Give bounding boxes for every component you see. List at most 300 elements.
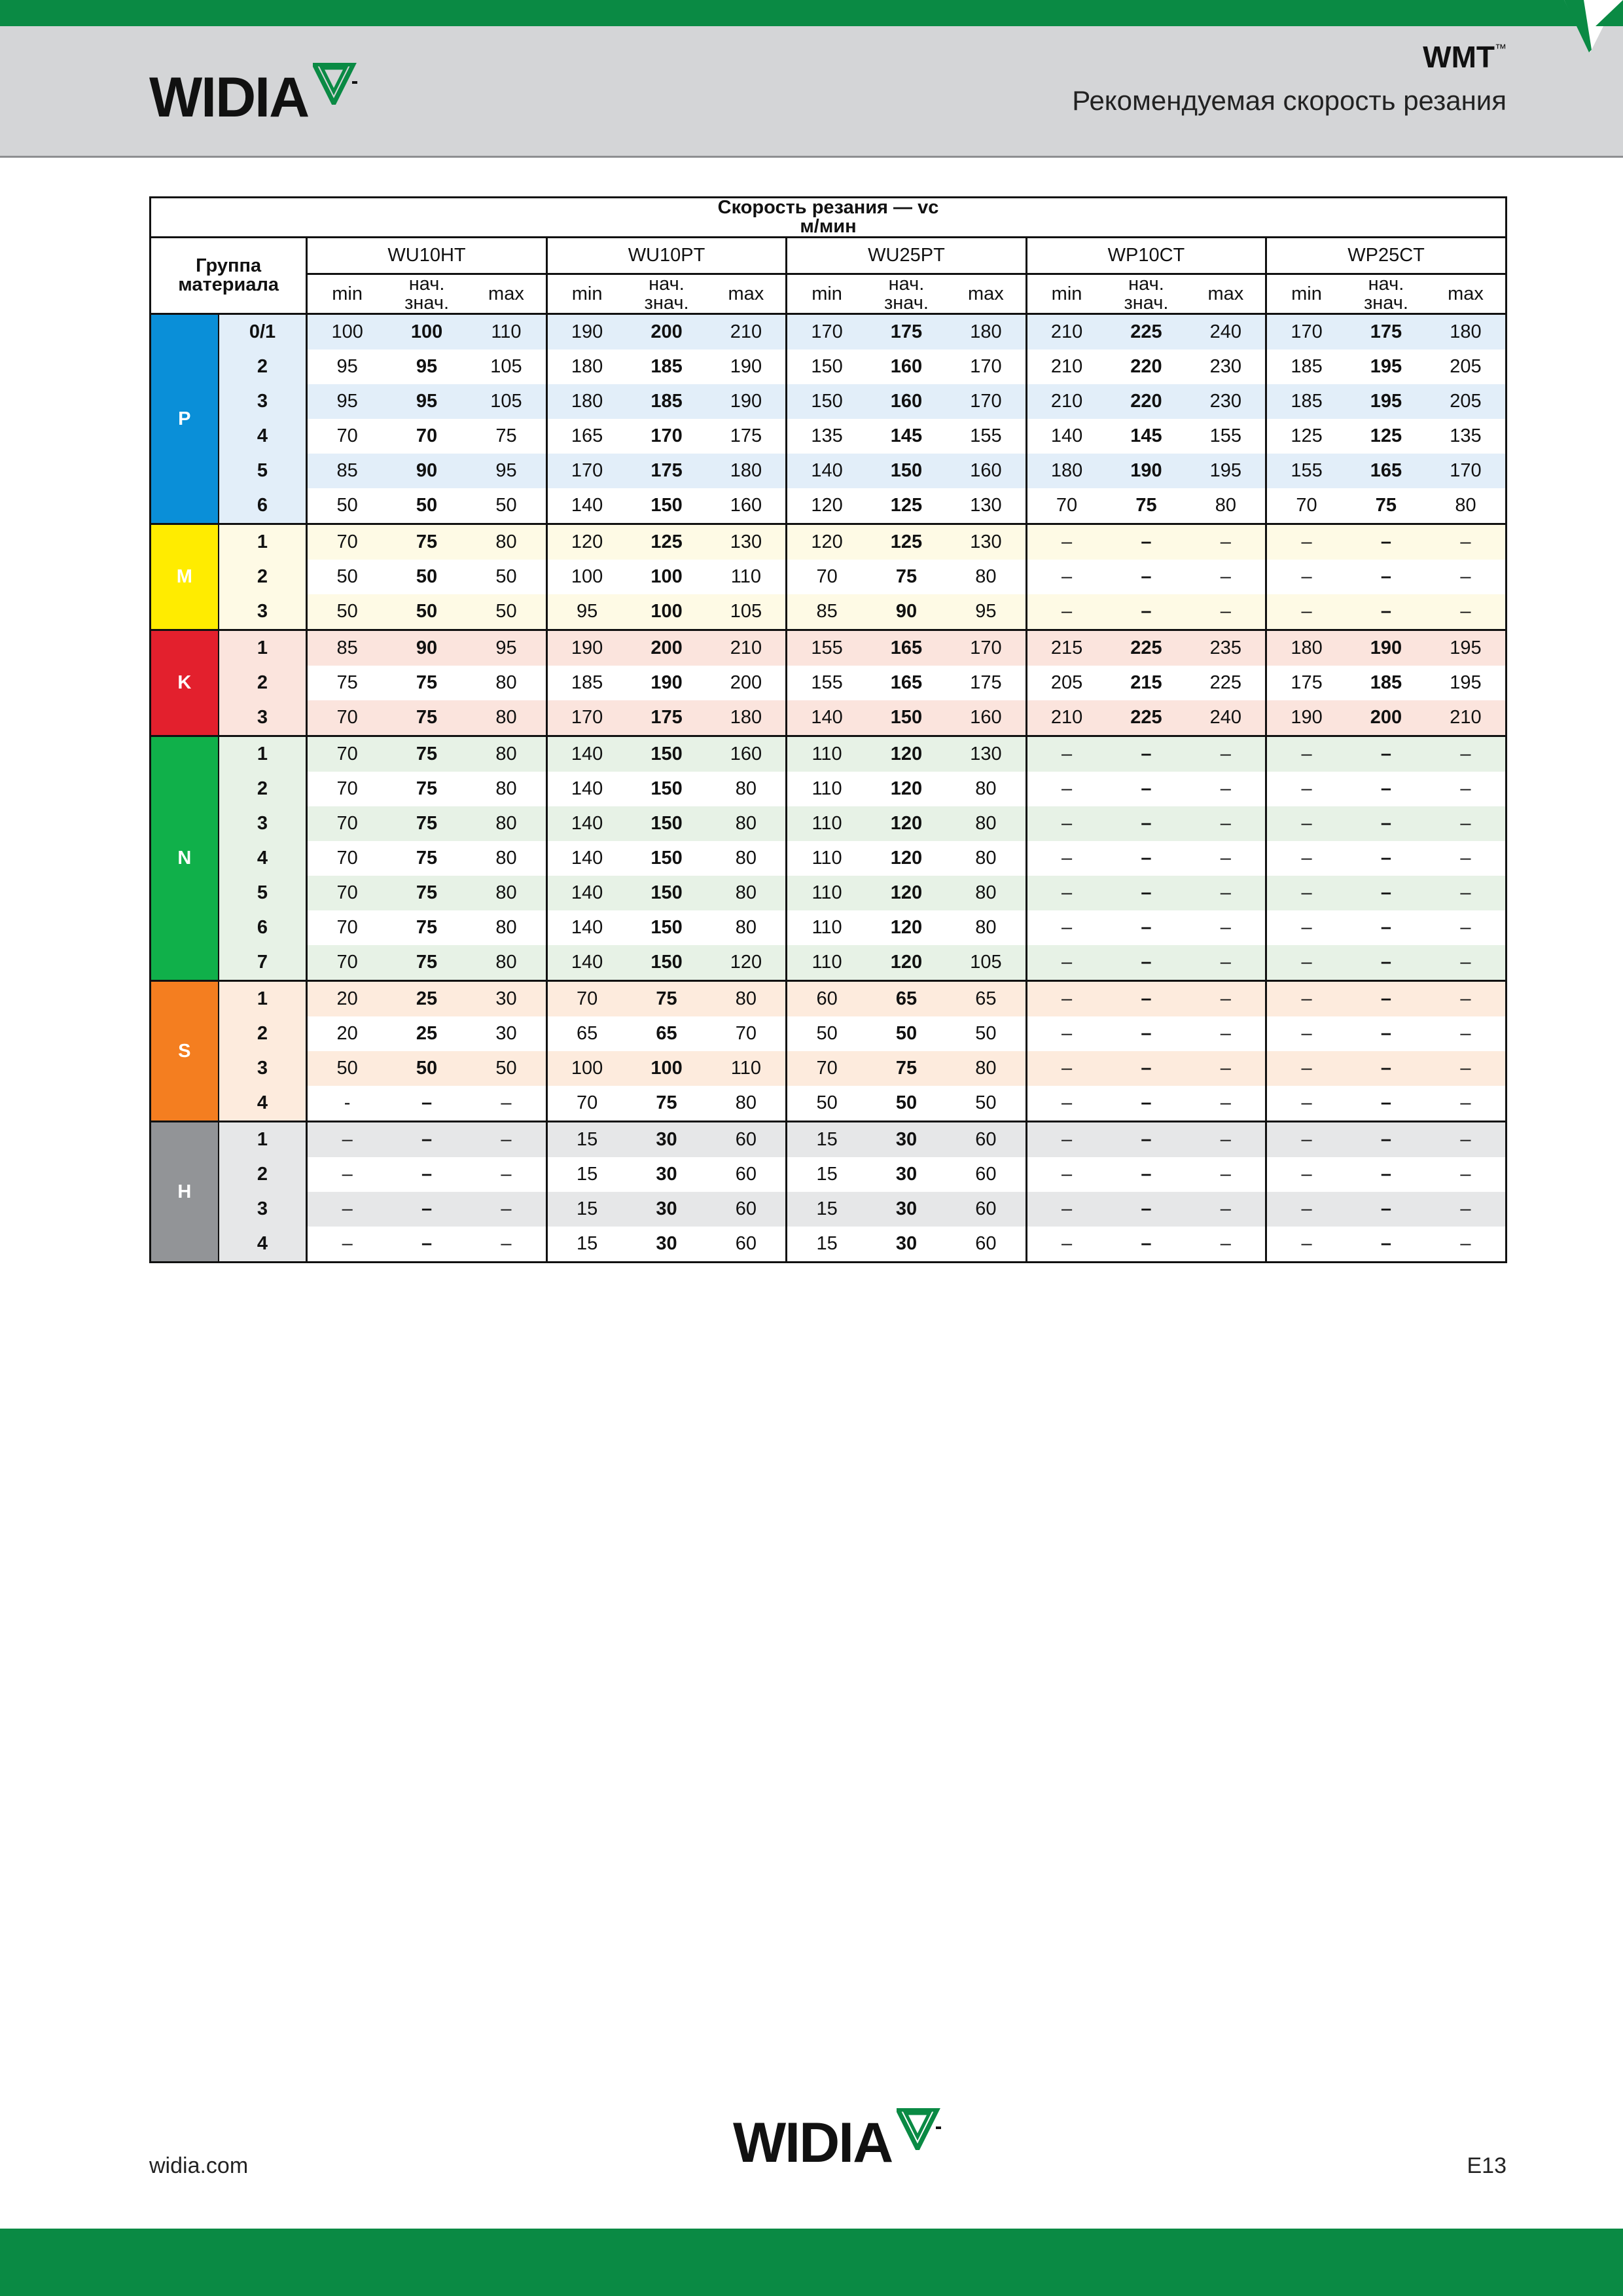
speed-min-cell: –	[1026, 524, 1106, 560]
speed-max-cell: 180	[1426, 314, 1507, 350]
start-value-header: нач. знач.	[626, 274, 706, 314]
speed-max-cell: –	[1186, 910, 1266, 945]
speed-min-cell: –	[1026, 1157, 1106, 1192]
speed-max-cell: 80	[707, 1086, 787, 1122]
speed-max-cell: 50	[946, 1016, 1026, 1051]
speed-start-cell: –	[387, 1157, 467, 1192]
speed-min-cell: 100	[546, 1051, 626, 1086]
speed-start-cell: 120	[866, 806, 946, 841]
start-value-header: нач. знач.	[866, 274, 946, 314]
speed-start-cell: –	[1346, 1192, 1426, 1227]
speed-min-cell: –	[1026, 1016, 1106, 1051]
speed-min-cell: 15	[546, 1122, 626, 1158]
speed-min-cell: 140	[546, 945, 626, 981]
bottom-brand-bar	[0, 2229, 1623, 2296]
speed-max-cell: 50	[946, 1086, 1026, 1122]
speed-max-cell: –	[467, 1122, 546, 1158]
speed-max-cell: 160	[946, 454, 1026, 488]
material-subgroup: 4	[219, 841, 307, 876]
speed-max-cell: 65	[946, 981, 1026, 1017]
speed-start-cell: 50	[387, 488, 467, 524]
speed-max-cell: 155	[1186, 419, 1266, 454]
speed-min-cell: 120	[787, 488, 866, 524]
page-number: E13	[1467, 2153, 1507, 2178]
speed-max-cell: 105	[946, 945, 1026, 981]
speed-max-cell: –	[1426, 841, 1507, 876]
speed-max-cell: 80	[946, 841, 1026, 876]
speed-max-cell: –	[1426, 1157, 1507, 1192]
speed-max-cell: 110	[707, 1051, 787, 1086]
speed-max-cell: 130	[946, 488, 1026, 524]
speed-min-cell: 110	[787, 910, 866, 945]
speed-min-cell: 70	[787, 560, 866, 594]
speed-min-cell: 70	[307, 841, 387, 876]
speed-max-cell: –	[467, 1086, 546, 1122]
speed-start-cell: 225	[1106, 700, 1186, 736]
max-header: max	[1186, 274, 1266, 314]
table-row	[151, 981, 1507, 1017]
speed-min-cell: 210	[1026, 384, 1106, 419]
speed-min-cell: 65	[546, 1016, 626, 1051]
speed-min-cell: 140	[546, 488, 626, 524]
speed-max-cell: 80	[707, 841, 787, 876]
speed-max-cell: –	[1186, 1192, 1266, 1227]
speed-min-cell: 165	[546, 419, 626, 454]
material-subgroup: 5	[219, 876, 307, 910]
product-title: WMT™	[1423, 40, 1507, 74]
brand-logo-mark-icon	[313, 63, 359, 105]
table-row	[151, 910, 1507, 945]
speed-start-cell: 30	[626, 1192, 706, 1227]
material-subgroup: 2	[219, 1016, 307, 1051]
material-subgroup: 4	[219, 1086, 307, 1122]
speed-max-cell: –	[467, 1192, 546, 1227]
material-subgroup: 6	[219, 488, 307, 524]
speed-min-cell: 150	[787, 350, 866, 384]
speed-max-cell: 70	[707, 1016, 787, 1051]
table-row	[151, 841, 1507, 876]
speed-max-cell: 105	[467, 384, 546, 419]
speed-max-cell: –	[1186, 560, 1266, 594]
speed-min-cell: 70	[546, 1086, 626, 1122]
speed-start-cell: 150	[866, 700, 946, 736]
speed-start-cell: –	[1106, 560, 1186, 594]
speed-start-cell: 150	[626, 488, 706, 524]
speed-max-cell: –	[1186, 876, 1266, 910]
speed-min-cell: 140	[1026, 419, 1106, 454]
speed-min-cell: 70	[307, 524, 387, 560]
speed-min-cell: –	[1266, 1227, 1346, 1263]
speed-max-cell: 60	[946, 1227, 1026, 1263]
speed-min-cell: –	[1266, 1122, 1346, 1158]
speed-min-cell: –	[1026, 1192, 1106, 1227]
speed-max-cell: 160	[946, 700, 1026, 736]
speed-start-cell: 70	[387, 419, 467, 454]
start-value-header: нач. знач.	[387, 274, 467, 314]
speed-min-cell: –	[307, 1157, 387, 1192]
material-subgroup: 3	[219, 806, 307, 841]
min-header: min	[307, 274, 387, 314]
speed-max-cell: 95	[467, 454, 546, 488]
speed-max-cell: 205	[1426, 350, 1507, 384]
table-row	[151, 772, 1507, 806]
speed-min-cell: 140	[546, 876, 626, 910]
speed-start-cell: 50	[387, 1051, 467, 1086]
speed-min-cell: –	[1026, 736, 1106, 772]
speed-start-cell: 150	[866, 454, 946, 488]
table-row	[151, 666, 1507, 700]
speed-min-cell: –	[1266, 806, 1346, 841]
speed-max-cell: 60	[707, 1227, 787, 1263]
speed-start-cell: 65	[866, 981, 946, 1017]
material-subgroup: 2	[219, 1157, 307, 1192]
material-subgroup: 2	[219, 772, 307, 806]
speed-max-cell: 60	[707, 1192, 787, 1227]
speed-start-cell: 120	[866, 910, 946, 945]
speed-max-cell: –	[1426, 524, 1507, 560]
speed-max-cell: 130	[707, 524, 787, 560]
speed-max-cell: –	[1426, 1086, 1507, 1122]
speed-start-cell: –	[1346, 1051, 1426, 1086]
speed-start-cell: 150	[626, 806, 706, 841]
material-subgroup: 1	[219, 630, 307, 666]
speed-min-cell: 180	[546, 350, 626, 384]
speed-max-cell: 30	[467, 981, 546, 1017]
speed-start-cell: 30	[866, 1157, 946, 1192]
speed-max-cell: 80	[946, 1051, 1026, 1086]
speed-min-cell: 15	[787, 1122, 866, 1158]
speed-min-cell: 95	[307, 350, 387, 384]
speed-min-cell: 205	[1026, 666, 1106, 700]
speed-min-cell: 15	[546, 1157, 626, 1192]
speed-start-cell: 120	[866, 736, 946, 772]
speed-start-cell: 150	[626, 945, 706, 981]
speed-min-cell: –	[1026, 560, 1106, 594]
speed-min-cell: 140	[546, 910, 626, 945]
speed-min-cell: 210	[1026, 700, 1106, 736]
speed-min-cell: 60	[787, 981, 866, 1017]
speed-min-cell: 50	[787, 1086, 866, 1122]
speed-max-cell: 80	[946, 876, 1026, 910]
speed-max-cell: –	[1426, 1227, 1507, 1263]
speed-min-cell: 50	[307, 594, 387, 630]
speed-min-cell: 70	[1266, 488, 1346, 524]
table-row	[151, 736, 1507, 772]
speed-max-cell: 50	[467, 560, 546, 594]
speed-min-cell: 20	[307, 1016, 387, 1051]
grade-header: WP25CT	[1266, 238, 1507, 274]
speed-max-cell: –	[1426, 1122, 1507, 1158]
speed-start-cell: –	[1346, 1157, 1426, 1192]
min-header: min	[787, 274, 866, 314]
speed-min-cell: 140	[787, 700, 866, 736]
speed-max-cell: –	[1186, 841, 1266, 876]
speed-max-cell: –	[1186, 1122, 1266, 1158]
speed-start-cell: 95	[387, 350, 467, 384]
table-row	[151, 945, 1507, 981]
speed-start-cell: 185	[626, 384, 706, 419]
speed-max-cell: 80	[946, 772, 1026, 806]
speed-min-cell: –	[1266, 945, 1346, 981]
speed-min-cell: 170	[787, 314, 866, 350]
speed-start-cell: 190	[1346, 630, 1426, 666]
max-header: max	[1426, 274, 1507, 314]
speed-start-cell: 175	[626, 700, 706, 736]
speed-start-cell: –	[1106, 876, 1186, 910]
speed-min-cell: 70	[307, 700, 387, 736]
speed-start-cell: 150	[626, 772, 706, 806]
speed-max-cell: –	[1186, 806, 1266, 841]
speed-start-cell: –	[1106, 910, 1186, 945]
speed-start-cell: 200	[626, 630, 706, 666]
speed-min-cell: 140	[546, 841, 626, 876]
material-group-m: M	[151, 524, 219, 630]
speed-max-cell: 230	[1186, 350, 1266, 384]
speed-max-cell: 155	[946, 419, 1026, 454]
speed-max-cell: 175	[707, 419, 787, 454]
brand-logo	[149, 65, 359, 130]
speed-max-cell: 190	[707, 384, 787, 419]
start-value-header: нач. знач.	[1346, 274, 1426, 314]
speed-min-cell: 100	[546, 560, 626, 594]
speed-start-cell: –	[1346, 1086, 1426, 1122]
speed-start-cell: 150	[626, 736, 706, 772]
speed-min-cell: –	[1026, 945, 1106, 981]
speed-max-cell: 230	[1186, 384, 1266, 419]
speed-max-cell: –	[1426, 1016, 1507, 1051]
speed-max-cell: 195	[1186, 454, 1266, 488]
speed-max-cell: –	[1426, 594, 1507, 630]
table-row	[151, 419, 1507, 454]
speed-max-cell: 175	[946, 666, 1026, 700]
speed-min-cell: –	[1266, 594, 1346, 630]
speed-min-cell: 95	[307, 384, 387, 419]
speed-min-cell: 70	[1026, 488, 1106, 524]
table-row	[151, 454, 1507, 488]
material-subgroup: 2	[219, 666, 307, 700]
speed-min-cell: 70	[307, 876, 387, 910]
speed-min-cell: 210	[1026, 314, 1106, 350]
speed-start-cell: 90	[866, 594, 946, 630]
speed-min-cell: 110	[787, 841, 866, 876]
material-group-s: S	[151, 981, 219, 1122]
speed-start-cell: –	[1346, 806, 1426, 841]
speed-max-cell: –	[1426, 806, 1507, 841]
table-row	[151, 806, 1507, 841]
speed-min-cell: –	[307, 1122, 387, 1158]
speed-min-cell: 190	[546, 630, 626, 666]
material-subgroup: 6	[219, 910, 307, 945]
speed-start-cell: 75	[387, 841, 467, 876]
speed-start-cell: 75	[1106, 488, 1186, 524]
speed-max-cell: 80	[467, 806, 546, 841]
speed-start-cell: 30	[866, 1192, 946, 1227]
material-subgroup: 0/1	[219, 314, 307, 350]
speed-min-cell: 180	[1026, 454, 1106, 488]
speed-max-cell: 190	[707, 350, 787, 384]
speed-max-cell: –	[1186, 1157, 1266, 1192]
speed-min-cell: –	[1266, 1086, 1346, 1122]
grade-header: WU10HT	[307, 238, 546, 274]
speed-min-cell: –	[1026, 910, 1106, 945]
speed-min-cell: 215	[1026, 630, 1106, 666]
speed-max-cell: 95	[946, 594, 1026, 630]
speed-min-cell: –	[1026, 841, 1106, 876]
speed-min-cell: 190	[1266, 700, 1346, 736]
speed-start-cell: 170	[626, 419, 706, 454]
footer-website[interactable]: widia.com	[149, 2153, 249, 2178]
speed-max-cell: 210	[707, 314, 787, 350]
speed-min-cell: –	[1026, 806, 1106, 841]
material-subgroup: 2	[219, 560, 307, 594]
speed-start-cell: –	[387, 1122, 467, 1158]
speed-max-cell: 80	[467, 700, 546, 736]
speed-min-cell: 155	[787, 630, 866, 666]
speed-max-cell: 80	[707, 876, 787, 910]
speed-start-cell: 75	[387, 910, 467, 945]
start-value-header: нач. знач.	[1106, 274, 1186, 314]
speed-start-cell: –	[1106, 1051, 1186, 1086]
table-row	[151, 350, 1507, 384]
brand-logo-text: WIDIA	[149, 66, 309, 129]
speed-max-cell: 135	[1426, 419, 1507, 454]
speed-min-cell: 150	[787, 384, 866, 419]
speed-max-cell: 80	[707, 806, 787, 841]
speed-start-cell: 90	[387, 630, 467, 666]
speed-max-cell: –	[1426, 1051, 1507, 1086]
speed-min-cell: 170	[546, 700, 626, 736]
grade-header: WU10PT	[546, 238, 786, 274]
max-header: max	[707, 274, 787, 314]
speed-start-cell: 95	[387, 384, 467, 419]
material-group-n: N	[151, 736, 219, 981]
speed-min-cell: –	[1266, 1157, 1346, 1192]
speed-max-cell: 50	[467, 488, 546, 524]
speed-min-cell: –	[1026, 1086, 1106, 1122]
speed-max-cell: –	[1186, 594, 1266, 630]
speed-start-cell: –	[1106, 1192, 1186, 1227]
material-subgroup: 2	[219, 350, 307, 384]
speed-start-cell: 160	[866, 384, 946, 419]
cutting-speed-table	[149, 196, 1507, 1263]
speed-min-cell: 70	[546, 981, 626, 1017]
material-subgroup: 3	[219, 594, 307, 630]
speed-start-cell: –	[1106, 524, 1186, 560]
speed-min-cell: 95	[546, 594, 626, 630]
speed-min-cell: –	[1266, 1192, 1346, 1227]
speed-min-cell: –	[1266, 736, 1346, 772]
speed-max-cell: 170	[946, 384, 1026, 419]
speed-start-cell: 120	[866, 876, 946, 910]
speed-max-cell: –	[467, 1157, 546, 1192]
speed-start-cell: 160	[866, 350, 946, 384]
speed-start-cell: 175	[1346, 314, 1426, 350]
speed-start-cell: 75	[626, 981, 706, 1017]
speed-start-cell: 150	[626, 876, 706, 910]
table-row	[151, 1192, 1507, 1227]
speed-start-cell: 90	[387, 454, 467, 488]
speed-start-cell: 50	[866, 1086, 946, 1122]
speed-max-cell: 80	[467, 945, 546, 981]
speed-start-cell: 100	[626, 1051, 706, 1086]
speed-max-cell: 80	[467, 841, 546, 876]
speed-start-cell: –	[1346, 876, 1426, 910]
speed-start-cell: 225	[1106, 314, 1186, 350]
speed-start-cell: –	[1346, 981, 1426, 1017]
speed-min-cell: –	[1266, 1016, 1346, 1051]
speed-min-cell: 175	[1266, 666, 1346, 700]
speed-start-cell: –	[1106, 594, 1186, 630]
speed-max-cell: 170	[946, 630, 1026, 666]
speed-max-cell: –	[1426, 736, 1507, 772]
speed-start-cell: 30	[626, 1122, 706, 1158]
speed-max-cell: 180	[946, 314, 1026, 350]
material-subgroup: 1	[219, 1122, 307, 1158]
table-row	[151, 1122, 1507, 1158]
speed-min-cell: 110	[787, 806, 866, 841]
material-subgroup: 3	[219, 1051, 307, 1086]
table-row	[151, 630, 1507, 666]
speed-min-cell: –	[1026, 1051, 1106, 1086]
speed-start-cell: 185	[1346, 666, 1426, 700]
speed-min-cell: 70	[307, 910, 387, 945]
speed-min-cell: 140	[546, 806, 626, 841]
speed-min-cell: 170	[546, 454, 626, 488]
speed-max-cell: –	[467, 1227, 546, 1263]
speed-min-cell: 15	[787, 1192, 866, 1227]
speed-min-cell: 180	[546, 384, 626, 419]
speed-max-cell: 80	[1426, 488, 1507, 524]
speed-start-cell: –	[1106, 806, 1186, 841]
speed-min-cell: 15	[546, 1192, 626, 1227]
speed-start-cell: 215	[1106, 666, 1186, 700]
material-subgroup: 1	[219, 736, 307, 772]
table-row	[151, 384, 1507, 419]
speed-start-cell: –	[1106, 981, 1186, 1017]
speed-max-cell: 60	[946, 1157, 1026, 1192]
material-subgroup: 3	[219, 1192, 307, 1227]
speed-min-cell: 70	[307, 772, 387, 806]
speed-start-cell: 175	[866, 314, 946, 350]
speed-min-cell: 140	[546, 736, 626, 772]
speed-max-cell: 75	[467, 419, 546, 454]
speed-min-cell: 110	[787, 876, 866, 910]
speed-start-cell: 100	[626, 560, 706, 594]
speed-min-cell: –	[1266, 876, 1346, 910]
speed-max-cell: 195	[1426, 666, 1507, 700]
footer-logo-mark-icon	[897, 2108, 942, 2150]
speed-start-cell: 165	[866, 630, 946, 666]
speed-max-cell: 130	[946, 524, 1026, 560]
speed-max-cell: 225	[1186, 666, 1266, 700]
material-group-h: H	[151, 1122, 219, 1263]
speed-start-cell: 195	[1346, 384, 1426, 419]
speed-start-cell: 125	[866, 488, 946, 524]
speed-start-cell: 75	[387, 945, 467, 981]
speed-max-cell: –	[1426, 981, 1507, 1017]
speed-max-cell: 80	[946, 806, 1026, 841]
speed-max-cell: 80	[707, 981, 787, 1017]
speed-start-cell: 25	[387, 981, 467, 1017]
speed-max-cell: –	[1186, 1016, 1266, 1051]
speed-max-cell: 170	[1426, 454, 1507, 488]
speed-start-cell: 145	[1106, 419, 1186, 454]
footer-logo-text: WIDIA	[733, 2111, 893, 2174]
speed-start-cell: 75	[387, 736, 467, 772]
speed-max-cell: –	[1426, 772, 1507, 806]
speed-max-cell: –	[1186, 945, 1266, 981]
material-subgroup: 1	[219, 524, 307, 560]
